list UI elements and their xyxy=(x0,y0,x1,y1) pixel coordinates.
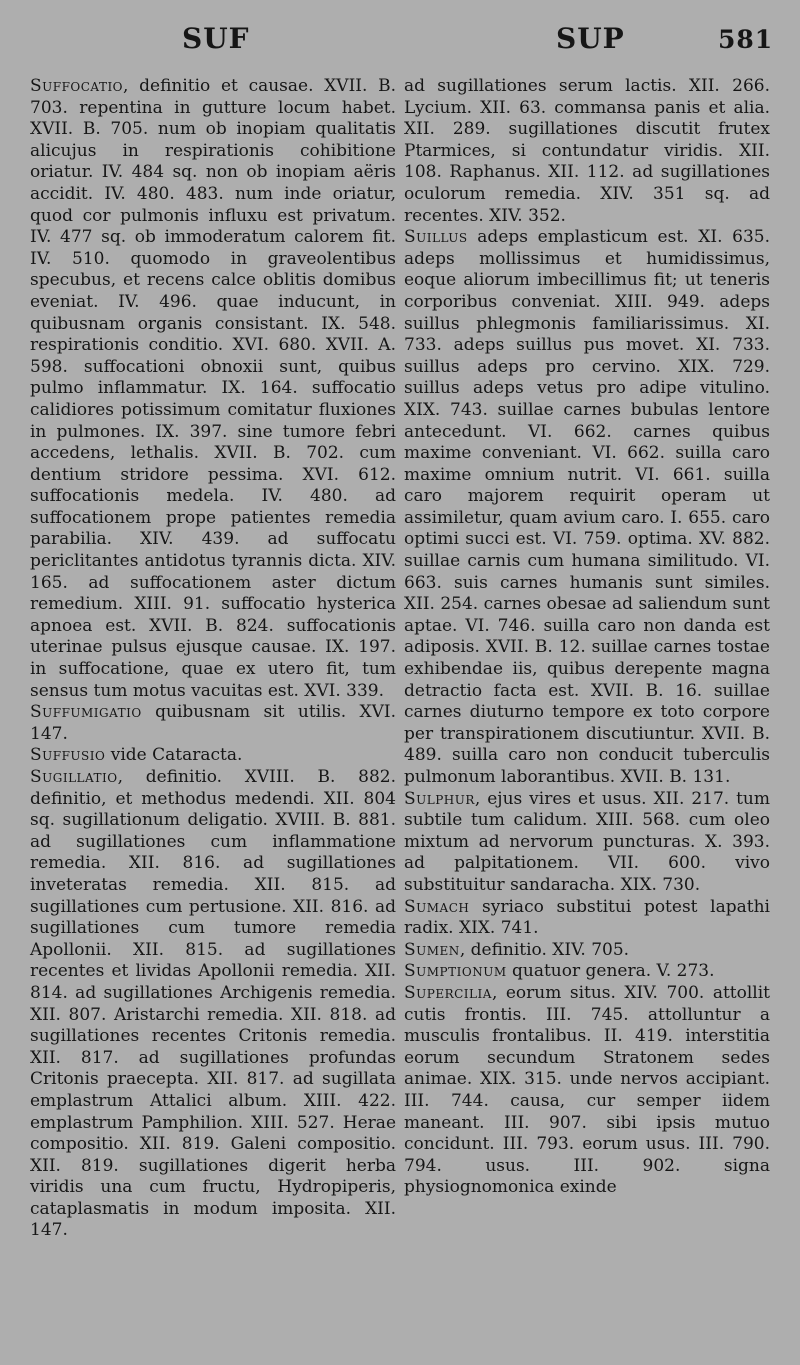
index-entry xyxy=(30,745,396,767)
index-entry xyxy=(404,789,770,897)
page-number: 581 xyxy=(718,25,774,54)
entry-text: vide Cataracta. xyxy=(105,745,243,766)
entry-text: , definitio et causae. XVII. B. 703. repentina in gutture locum habet. XVII. B. 705. num ob inopiam qualitatis alicujus in respirationis cohibitione oriatur. IV. 484 sq. non ob inopiam aëris accidit. IV. 480. 483. num inde oriatur, quod cor pulmonis influxu est privatum. IV. 477 sq. ob immoderatum calorem fit. IV. 510. quomodo in graveolentibus specubus, et recens calce oblitis domibus eveniat. IV. 496. quae inducunt, in quibusnam organis consistant. IX. 548. respirationis conditio. XVI. 680. XVII. A. 598. suffocationi obnoxii sunt, quibus pulmo inflammatur. IX. 164. suffocatio calidiores potissimum comitatur fluxiones in pulmones. IX. 397. sine tumore febri accedens, lethalis. XVII. B. 702. cum dentium stridore pessima. XVI. 612. suffocationis medela. IV. 480. ad suffocationem prope patientes remedia parabilia. XIV. 439. ad suffocatu periclitantes antidotus tyrannis dicta. XIV. 165. ad suffocationem aster dictum remedium. XIII. 91. suffocatio hysterica apnoea est. XVII. B. 824. suffocationis uterinae pulsus ejusque causae. IX. 197. in suffocatione, quae ex utero fit, tum sensus tum motus vacuitas est. XVI. 339. xyxy=(30,76,396,701)
index-entry xyxy=(404,897,770,940)
entry-text: quatuor genera. V. 273. xyxy=(506,961,715,982)
running-header xyxy=(0,22,800,62)
index-entry xyxy=(404,983,770,1199)
entry-headword: Sumach xyxy=(404,896,470,917)
entry-headword: Sugillatio xyxy=(30,767,118,787)
entry-headword: Sumptionum xyxy=(404,961,507,982)
entry-text: quibusnam sit utilis. XVI. 147. xyxy=(30,702,396,744)
entry-text: , ejus vires et usus. XII. 217. tum subtile tum calidum. XIII. 568. cum oleo mixtum ad nervorum puncturas. X. 393. ad palpitationem. VII. 600. vivo substituitur sandaracha. XIX. 730. xyxy=(404,788,770,895)
index-entry xyxy=(404,961,770,983)
entry-text: , definitio. XVIII. B. 882. definitio, et methodus medendi. XII. 804 sq. sugillationum deligatio. XVIII. B. 881. ad sugillationes cum inflammatione remedia. XII. 816. ad sugillationes inveteratas remedia. XII. 815. ad sugillationes cum pertusione. XII. 816. ad sugillationes cum tumore remedia Apollonii. XII. 815. ad sugillationes recentes et lividas Apollonii remedia. XII. 814. ad sugillationes Archigenis remedia. XII. 807. Aristarchi remedia. XII. 818. ad sugillationes recentes Critonis remedia. XII. 817. ad sugillationes profundas Critonis praecepta. XII. 817. ad sugillata emplastrum Attalici album. XIII. 422. emplastrum Pamphilion. XIII. 527. Herae compositio. XII. 819. Galeni compositio. XII. 819. sugillationes digerit herba viridis una cum fructu, Hydropiperis, cataplasmatis in modum imposita. XII. 147. xyxy=(30,767,396,1241)
entry-text: , eorum situs. XIV. 700. attollit cutis frontis. III. 745. attolluntur a musculis frontalibus. II. 419. interstitia eorum secundum Stratonem sedes animae. XIX. 315. unde nervos accipiant. III. 744. causa, cur semper iidem maneant. III. 907. sibi ipsis mutuo concidunt. III. 793. eorum usus. III. 790. 794. usus. III. 902. signa physiognomonica exinde xyxy=(404,982,770,1198)
index-column-left xyxy=(30,76,396,1242)
index-entry xyxy=(30,767,396,1242)
entry-headword: Sumen xyxy=(404,939,460,960)
entry-text: ad sugillationes serum lactis. XII. 266. Lycium. XII. 63. commansa panis et alia. XII. 289. sugillationes discutit frutex Ptarmices, si contundatur viridis. XII. 108. Raphanus. XII. 112. ad sugillationes oculorum remedia. XIV. 351 sq. ad recentes. XIV. 352. xyxy=(404,76,770,226)
entry-headword: Suffumigatio xyxy=(30,702,142,723)
entry-headword: Supercilia xyxy=(404,982,492,1003)
index-entry xyxy=(30,76,396,702)
index-entry xyxy=(30,702,396,745)
index-column-right xyxy=(404,76,770,1199)
entry-headword: Sulphur xyxy=(404,788,475,809)
entry-text: adeps emplasticum est. XI. 635. adeps mollissimus et humidissimus, eoque aliorum imbecillimus fit; ut teneris corporibus conveniat. XIII. 949. adeps suillus phlegmonis familiarissimus. XI. 733. adeps suillus pus movet. XI. 733. suillus adeps pro cervino. XIX. 729. suillus adeps vetus pro adipe vitulino. XIX. 743. suillae carnes bubulas lentore antecedunt. VI. 662. carnes quibus maxime conveniant. VI. 662. suilla caro maxime omnium nutrit. VI. 661. suilla caro majorem requirit operam ut assimiletur, quam avium caro. I. 655. caro optimi succi est. VI. 759. optima. XV. 882. suillae carnis cum humana similitudo. VI. 663. suis carnes humanis sunt similes. XII. 254. carnes obesae ad saliendum sunt aptae. VI. 746. suilla caro non danda est adiposis. XVII. B. 12. suillae carnes tostae exhibendae iis, quibus derepente magna detractio facta est. XVII. B. 16. suillae carnes diuturno tempore ex toto corpore per transpirationem discutiuntur. XVII. B. 489. suilla caro non conducit tuberculis pulmonum laborantibus. XVII. B. 131. xyxy=(404,227,770,787)
entry-headword: Suffusio xyxy=(30,745,106,766)
entry-headword: Suillus xyxy=(404,227,468,248)
index-entry xyxy=(404,227,770,788)
header-left-keyword: SUF xyxy=(182,22,250,55)
index-entry xyxy=(404,940,770,962)
entry-headword: Suffocatio xyxy=(30,76,124,96)
entry-text: syriaco substitui potest lapathi radix. XIX. 741. xyxy=(404,896,770,939)
header-right-keyword: SUP xyxy=(556,22,625,55)
entry-text: , definitio. XIV. 705. xyxy=(459,939,630,960)
index-entry-continued xyxy=(404,76,770,227)
